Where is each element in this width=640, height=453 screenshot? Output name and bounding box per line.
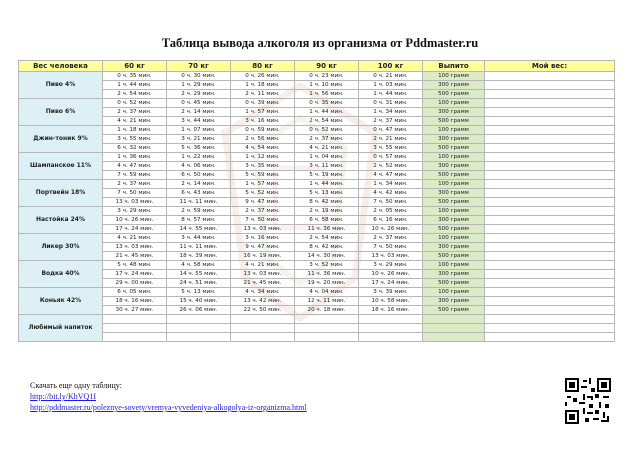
my-weight-cell[interactable]	[485, 333, 615, 342]
time-cell: 1 ч. 10 мин.	[295, 81, 359, 90]
table-row	[19, 261, 615, 270]
table-row	[19, 90, 615, 99]
time-cell: 6 ч. 05 мин.	[103, 288, 167, 297]
table-row	[19, 180, 615, 189]
table-row	[19, 270, 615, 279]
time-cell	[167, 333, 231, 342]
volume-cell: 100 грамм	[423, 180, 485, 189]
table-row	[19, 216, 615, 225]
my-weight-cell[interactable]	[485, 153, 615, 162]
table-row	[19, 108, 615, 117]
volume-cell: 100 грамм	[423, 72, 485, 81]
my-weight-cell[interactable]	[485, 117, 615, 126]
drink-name: Ликер 30%	[19, 234, 103, 261]
volume-cell: 100 грамм	[423, 234, 485, 243]
time-cell: 0 ч. 45 мин.	[167, 99, 231, 108]
time-cell: 24 ч. 51 мин.	[167, 279, 231, 288]
time-cell: 10 ч. 26 мин.	[359, 270, 423, 279]
time-cell: 2 ч. 37 мин.	[359, 234, 423, 243]
time-cell: 2 ч. 52 мин.	[359, 162, 423, 171]
table-row	[19, 135, 615, 144]
volume-cell: 300 грамм	[423, 135, 485, 144]
header-cell: 70 кг	[167, 61, 231, 72]
time-cell: 13 ч. 03 мин.	[231, 225, 295, 234]
time-cell: 3 ч. 16 мин.	[231, 117, 295, 126]
time-cell: 1 ч. 56 мин.	[295, 90, 359, 99]
time-cell: 2 ч. 56 мин.	[231, 135, 295, 144]
volume-cell: 300 грамм	[423, 108, 485, 117]
volume-cell: 100 грамм	[423, 288, 485, 297]
my-weight-cell[interactable]	[485, 225, 615, 234]
time-cell: 3 ч. 29 мин.	[103, 207, 167, 216]
time-cell: 15 ч. 40 мин.	[167, 297, 231, 306]
time-cell: 30 ч. 27 мин.	[103, 306, 167, 315]
time-cell: 1 ч. 57 мин.	[231, 180, 295, 189]
volume-cell: 100 грамм	[423, 153, 485, 162]
time-cell: 7 ч. 50 мин.	[359, 243, 423, 252]
time-cell: 26 ч. 06 мин.	[167, 306, 231, 315]
volume-cell	[423, 324, 485, 333]
time-cell: 2 ч. 54 мин.	[295, 234, 359, 243]
time-cell: 0 ч. 52 мин.	[295, 126, 359, 135]
time-cell: 1 ч. 44 мин.	[295, 180, 359, 189]
my-weight-cell[interactable]	[485, 306, 615, 315]
my-weight-cell[interactable]	[485, 144, 615, 153]
my-weight-cell[interactable]	[485, 288, 615, 297]
time-cell: 1 ч. 34 мин.	[359, 180, 423, 189]
volume-cell: 300 грамм	[423, 270, 485, 279]
time-cell: 6 ч. 32 мин.	[103, 144, 167, 153]
time-cell: 2 ч. 05 мин.	[359, 207, 423, 216]
time-cell: 6 ч. 50 мин.	[167, 171, 231, 180]
volume-cell: 500 грамм	[423, 90, 485, 99]
table-row	[19, 288, 615, 297]
time-cell: 11 ч. 11 мин.	[167, 243, 231, 252]
time-cell: 2 ч. 37 мин.	[231, 207, 295, 216]
time-cell: 1 ч. 57 мин.	[231, 108, 295, 117]
time-cell: 1 ч. 44 мин.	[295, 108, 359, 117]
time-cell: 5 ч. 36 мин.	[167, 144, 231, 153]
time-cell: 1 ч. 18 мин.	[231, 81, 295, 90]
volume-cell: 500 грамм	[423, 306, 485, 315]
header-cell: 90 кг	[295, 61, 359, 72]
my-weight-cell[interactable]	[485, 198, 615, 207]
qr-code-icon	[565, 378, 611, 424]
my-weight-cell[interactable]	[485, 81, 615, 90]
time-cell: 21 ч. 45 мин.	[231, 279, 295, 288]
volume-cell: 100 грамм	[423, 99, 485, 108]
time-cell: 4 ч. 47 мин.	[359, 171, 423, 180]
time-cell: 10 ч. 58 мин.	[359, 297, 423, 306]
time-cell	[295, 315, 359, 324]
time-cell: 5 ч. 52 мин.	[231, 189, 295, 198]
my-weight-cell[interactable]	[485, 180, 615, 189]
time-cell: 2 ч. 14 мин.	[167, 108, 231, 117]
time-cell: 11 ч. 36 мин.	[295, 225, 359, 234]
drink-name: Пиво 6%	[19, 99, 103, 126]
my-weight-cell[interactable]	[485, 108, 615, 117]
time-cell	[103, 324, 167, 333]
time-cell: 8 ч. 42 мин.	[295, 243, 359, 252]
my-weight-cell[interactable]	[485, 324, 615, 333]
drink-name: Шампанское 11%	[19, 153, 103, 180]
time-cell: 3 ч. 55 мин.	[103, 135, 167, 144]
time-cell: 3 ч. 11 мин.	[295, 162, 359, 171]
time-cell: 0 ч. 39 мин.	[231, 99, 295, 108]
time-cell: 1 ч. 03 мин.	[359, 81, 423, 90]
my-weight-cell[interactable]	[485, 162, 615, 171]
my-weight-cell[interactable]	[485, 135, 615, 144]
volume-cell: 500 грамм	[423, 279, 485, 288]
time-cell: 13 ч. 03 мин.	[103, 198, 167, 207]
volume-cell: 500 грамм	[423, 252, 485, 261]
time-cell: 13 ч. 42 мин.	[231, 297, 295, 306]
time-cell: 17 ч. 24 мин.	[103, 225, 167, 234]
time-cell: 2 ч. 29 мин.	[167, 90, 231, 99]
time-cell: 7 ч. 50 мин.	[103, 189, 167, 198]
time-cell: 8 ч. 42 мин.	[295, 198, 359, 207]
table-row	[19, 324, 615, 333]
table-row	[19, 306, 615, 315]
time-cell: 18 ч. 39 мин.	[167, 252, 231, 261]
time-cell: 21 ч. 45 мин.	[103, 252, 167, 261]
time-cell: 5 ч. 13 мин.	[167, 288, 231, 297]
time-cell: 12 ч. 11 мин.	[295, 297, 359, 306]
my-weight-cell[interactable]	[485, 90, 615, 99]
time-cell: 3 ч. 35 мин.	[231, 162, 295, 171]
time-cell: 7 ч. 50 мин.	[231, 216, 295, 225]
table-row	[19, 126, 615, 135]
time-cell: 17 ч. 24 мин.	[359, 279, 423, 288]
my-weight-cell[interactable]	[485, 243, 615, 252]
drink-name: Коньяк 42%	[19, 288, 103, 315]
my-weight-cell[interactable]	[485, 279, 615, 288]
time-cell: 1 ч. 44 мин.	[103, 81, 167, 90]
time-cell: 1 ч. 18 мин.	[103, 126, 167, 135]
volume-cell: 300 грамм	[423, 189, 485, 198]
volume-cell: 100 грамм	[423, 207, 485, 216]
header-cell: 80 кг	[231, 61, 295, 72]
drink-name: Пиво 4%	[19, 72, 103, 99]
volume-cell: 300 грамм	[423, 243, 485, 252]
my-weight-cell[interactable]	[485, 261, 615, 270]
time-cell: 6 ч. 16 мин.	[359, 216, 423, 225]
time-cell	[103, 315, 167, 324]
time-cell	[231, 324, 295, 333]
volume-cell: 500 грамм	[423, 117, 485, 126]
volume-cell: 500 грамм	[423, 198, 485, 207]
time-cell: 22 ч. 50 мин.	[231, 306, 295, 315]
full-link[interactable]: http://pddmaster.ru/poleznye-sovety/vremya-vyvedeniya-alkogolya-iz-organizma.html	[30, 403, 307, 412]
header-cell: Выпито	[423, 61, 485, 72]
time-cell: 0 ч. 30 мин.	[167, 72, 231, 81]
table-row	[19, 243, 615, 252]
table-row	[19, 117, 615, 126]
time-cell	[231, 333, 295, 342]
table-row	[19, 189, 615, 198]
time-cell	[295, 324, 359, 333]
table-row	[19, 297, 615, 306]
time-cell: 4 ч. 06 мин.	[167, 162, 231, 171]
table-body	[19, 72, 615, 342]
volume-cell: 300 грамм	[423, 216, 485, 225]
time-cell: 0 ч. 47 мин.	[359, 126, 423, 135]
volume-cell: 500 грамм	[423, 144, 485, 153]
time-cell: 1 ч. 04 мин.	[295, 153, 359, 162]
volume-cell: 300 грамм	[423, 81, 485, 90]
time-cell: 14 ч. 55 мин.	[167, 225, 231, 234]
time-cell	[359, 333, 423, 342]
drink-name: Настойка 24%	[19, 207, 103, 234]
time-cell: 1 ч. 36 мин.	[103, 153, 167, 162]
time-cell: 13 ч. 03 мин.	[231, 270, 295, 279]
header-cell: Вес человека	[19, 61, 103, 72]
time-cell: 5 ч. 13 мин.	[295, 189, 359, 198]
time-cell: 3 ч. 16 мин.	[231, 234, 295, 243]
time-cell: 0 ч. 52 мин.	[103, 99, 167, 108]
time-cell: 3 ч. 44 мин.	[167, 117, 231, 126]
header-row	[19, 61, 615, 72]
my-weight-cell[interactable]	[485, 270, 615, 279]
volume-cell: 100 грамм	[423, 261, 485, 270]
time-cell: 10 ч. 26 мин.	[359, 225, 423, 234]
volume-cell: 100 грамм	[423, 126, 485, 135]
time-cell: 3 ч. 55 мин.	[359, 144, 423, 153]
time-cell: 8 ч. 57 мин.	[167, 216, 231, 225]
time-cell: 1 ч. 12 мин.	[231, 153, 295, 162]
volume-cell	[423, 333, 485, 342]
time-cell: 2 ч. 14 мин.	[167, 180, 231, 189]
time-cell: 11 ч. 11 мин.	[167, 198, 231, 207]
time-cell: 4 ч. 21 мин.	[103, 117, 167, 126]
table-row	[19, 252, 615, 261]
time-cell: 2 ч. 19 мин.	[295, 207, 359, 216]
time-cell: 16 ч. 19 мин.	[231, 252, 295, 261]
alcohol-table	[18, 60, 615, 342]
time-cell: 11 ч. 36 мин.	[295, 270, 359, 279]
time-cell: 1 ч. 44 мин.	[359, 90, 423, 99]
header-cell: 100 кг	[359, 61, 423, 72]
table-row	[19, 315, 615, 324]
table-row	[19, 171, 615, 180]
table-row	[19, 198, 615, 207]
time-cell: 9 ч. 47 мин.	[231, 243, 295, 252]
volume-cell: 300 грамм	[423, 162, 485, 171]
time-cell	[231, 315, 295, 324]
time-cell: 7 ч. 59 мин.	[103, 171, 167, 180]
time-cell	[359, 315, 423, 324]
time-cell: 14 ч. 30 мин.	[295, 252, 359, 261]
time-cell: 19 ч. 20 мин.	[295, 279, 359, 288]
time-cell: 1 ч. 07 мин.	[167, 126, 231, 135]
table-row	[19, 162, 615, 171]
time-cell: 4 ч. 04 мин.	[295, 288, 359, 297]
time-cell: 1 ч. 22 мин.	[167, 153, 231, 162]
time-cell: 0 ч. 59 мин.	[231, 126, 295, 135]
volume-cell: 300 грамм	[423, 297, 485, 306]
time-cell: 0 ч. 21 мин.	[359, 72, 423, 81]
time-cell: 0 ч. 26 мин.	[231, 72, 295, 81]
time-cell: 2 ч. 11 мин.	[231, 90, 295, 99]
time-cell: 4 ч. 47 мин.	[103, 162, 167, 171]
time-cell: 6 ч. 58 мин.	[295, 216, 359, 225]
table-row	[19, 333, 615, 342]
table-row	[19, 207, 615, 216]
time-cell: 0 ч. 35 мин.	[295, 99, 359, 108]
time-cell: 1 ч. 29 мин.	[167, 81, 231, 90]
volume-cell	[423, 315, 485, 324]
drink-name: Любимый напиток	[19, 315, 103, 342]
time-cell: 0 ч. 57 мин.	[359, 153, 423, 162]
header-cell: 60 кг	[103, 61, 167, 72]
table-row	[19, 99, 615, 108]
my-weight-cell[interactable]	[485, 216, 615, 225]
time-cell: 18 ч. 16 мин.	[359, 306, 423, 315]
my-weight-cell[interactable]	[485, 315, 615, 324]
volume-cell: 500 грамм	[423, 225, 485, 234]
time-cell: 2 ч. 21 мин.	[359, 135, 423, 144]
time-cell: 0 ч. 35 мин.	[103, 72, 167, 81]
time-cell: 17 ч. 24 мин.	[103, 270, 167, 279]
time-cell	[359, 324, 423, 333]
table-row	[19, 279, 615, 288]
time-cell: 4 ч. 21 мин.	[103, 234, 167, 243]
time-cell: 2 ч. 54 мин.	[295, 117, 359, 126]
table-row	[19, 225, 615, 234]
short-link[interactable]: http://bit.ly/KhVQ1I	[30, 392, 96, 401]
my-weight-cell[interactable]	[485, 171, 615, 180]
time-cell: 4 ч. 54 мин.	[231, 144, 295, 153]
time-cell: 10 ч. 26 мин.	[103, 216, 167, 225]
my-weight-cell[interactable]	[485, 252, 615, 261]
time-cell: 2 ч. 54 мин.	[103, 90, 167, 99]
time-cell: 3 ч. 21 мин.	[167, 135, 231, 144]
time-cell: 20 ч. 18 мин.	[295, 306, 359, 315]
page-title: Таблица вывода алкоголя из организма от Pddmaster.ru	[161, 36, 479, 50]
time-cell: 13 ч. 03 мин.	[359, 252, 423, 261]
time-cell: 3 ч. 39 мин.	[359, 288, 423, 297]
drink-name: Водка 40%	[19, 261, 103, 288]
time-cell: 6 ч. 43 мин.	[167, 189, 231, 198]
time-cell: 2 ч. 37 мин.	[359, 117, 423, 126]
footer	[30, 380, 307, 413]
table-row	[19, 144, 615, 153]
my-weight-cell[interactable]	[485, 234, 615, 243]
time-cell: 2 ч. 37 мин.	[103, 180, 167, 189]
time-cell: 4 ч. 34 мин.	[231, 288, 295, 297]
table-row	[19, 234, 615, 243]
time-cell: 2 ч. 37 мин.	[295, 135, 359, 144]
time-cell	[103, 333, 167, 342]
time-cell: 4 ч. 21 мин.	[231, 261, 295, 270]
my-weight-cell[interactable]	[485, 72, 615, 81]
time-cell: 4 ч. 21 мин.	[295, 144, 359, 153]
time-cell: 29 ч. 00 мин.	[103, 279, 167, 288]
table-row	[19, 72, 615, 81]
time-cell	[167, 315, 231, 324]
footer-caption: Скачать еще одну таблицу:	[30, 381, 122, 390]
time-cell: 2 ч. 59 мин.	[167, 207, 231, 216]
my-weight-cell[interactable]	[485, 207, 615, 216]
my-weight-cell[interactable]	[485, 297, 615, 306]
my-weight-cell[interactable]	[485, 99, 615, 108]
time-cell	[295, 333, 359, 342]
time-cell: 5 ч. 48 мин.	[103, 261, 167, 270]
time-cell	[167, 324, 231, 333]
time-cell: 5 ч. 19 мин.	[295, 171, 359, 180]
table-row	[19, 153, 615, 162]
header-cell: Мой вес:	[485, 61, 615, 72]
time-cell: 3 ч. 52 мин.	[295, 261, 359, 270]
time-cell: 18 ч. 16 мин.	[103, 297, 167, 306]
volume-cell: 500 грамм	[423, 171, 485, 180]
drink-name: Джин-тоник 9%	[19, 126, 103, 153]
my-weight-cell[interactable]	[485, 126, 615, 135]
time-cell: 14 ч. 55 мин.	[167, 270, 231, 279]
time-cell: 0 ч. 31 мин.	[359, 99, 423, 108]
time-cell: 2 ч. 37 мин.	[103, 108, 167, 117]
time-cell: 4 ч. 42 мин.	[359, 189, 423, 198]
table-row	[19, 81, 615, 90]
time-cell: 9 ч. 47 мин.	[231, 198, 295, 207]
time-cell: 13 ч. 03 мин.	[103, 243, 167, 252]
time-cell: 1 ч. 34 мин.	[359, 108, 423, 117]
time-cell: 0 ч. 23 мин.	[295, 72, 359, 81]
time-cell: 5 ч. 59 мин.	[231, 171, 295, 180]
time-cell: 3 ч. 44 мин.	[167, 234, 231, 243]
my-weight-cell[interactable]	[485, 189, 615, 198]
time-cell: 7 ч. 50 мин.	[359, 198, 423, 207]
drink-name: Портвейн 18%	[19, 180, 103, 207]
time-cell: 3 ч. 29 мин.	[359, 261, 423, 270]
time-cell: 4 ч. 58 мин.	[167, 261, 231, 270]
